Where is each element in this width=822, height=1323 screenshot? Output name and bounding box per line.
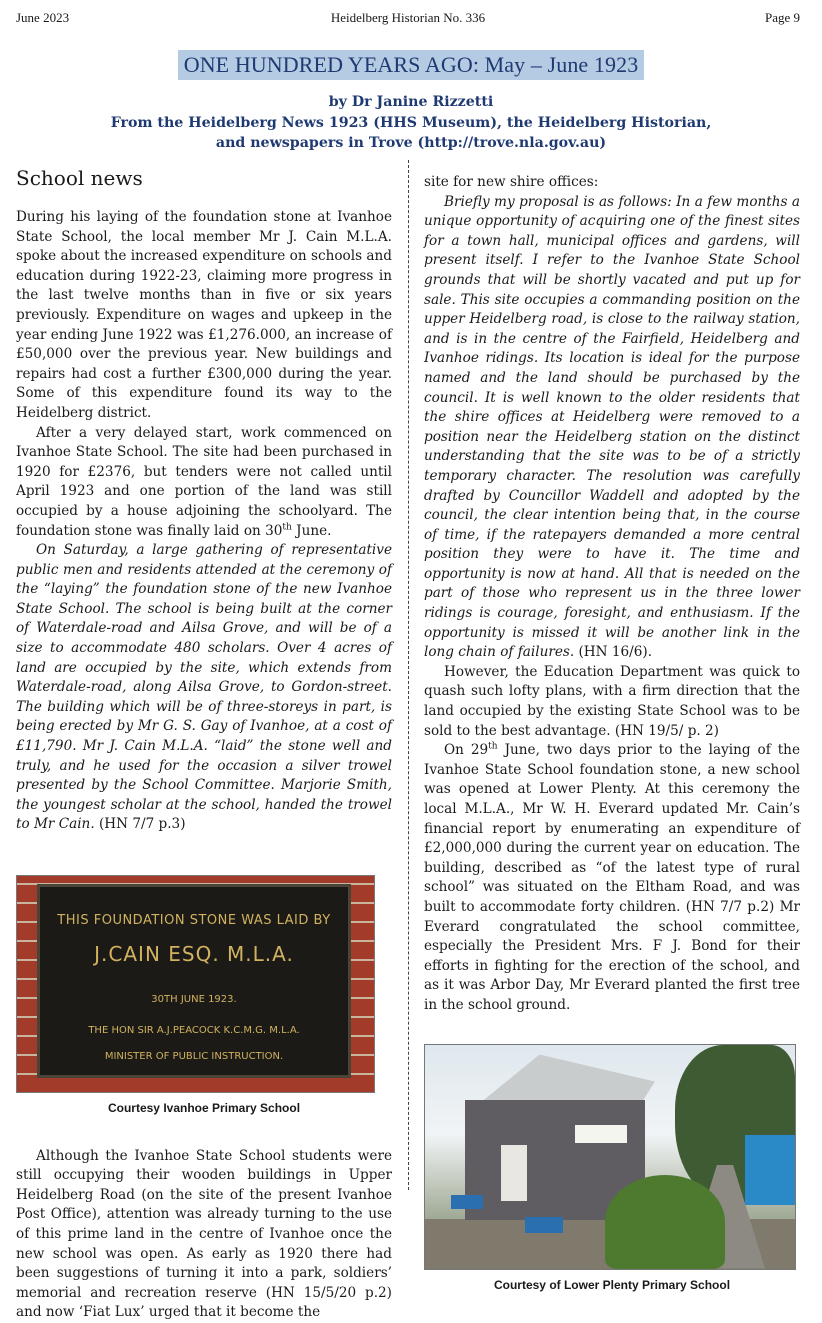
source-line-2: and newspapers in Trove (http://trove.nla.gov.au) [215,135,607,151]
page-header [16,10,800,28]
quote-ceremony-ref: (HN 7/7 p.3) [94,816,186,833]
lower-plenty-school-photo [424,1044,796,1270]
article-title: ONE HUNDRED YEARS AGO: May – June 1923 [178,50,645,80]
quote-proposal [424,193,800,663]
quote-ceremony-text: On Saturday, a large gathering of representative public men and residents attended at the ceremony of the “laying” the foundation stone of the new Ivanhoe State School. The school is being built at the corner of Waterdale-road and Ailsa Grove, and will be of a size to accommodate 480 scholars. Over 4 acres of land are occupied by the site, which extends from Waterdale-road, along Ailsa Grove, to Gordon-street. The building which will be of three-storeys in part, is being erected by Mr G. S. Gay of Ivanhoe, at a cost of £11,790. Mr J. Cain M.L.A. “laid” the stone well and truly, and he used for the occasion a silver trowel presented by the School Committee. Marjorie Smith, the youngest scholar at the school, handed the trowel to Mr Cain. [16,542,392,833]
ordinal-suffix: th [282,521,292,532]
author-line: by Dr Janine Rizzetti [328,94,494,110]
paragraph-shire-offices: site for new shire offices: [424,174,599,190]
bluebuilding [745,1135,795,1205]
paragraph-expenditure: During his laying of the foundation stone at Ivanhoe State School, the local member Mr J. Cain M.L.A. spoke about the increased expenditure on schools and education during 1922-23, claiming more progress in the last twelve months than in five or six years previously. Expenditure on wages and upkeep in the year ending June 1922 was £1,276.000, an increase of £50,000 over the previous year. New buildings and repairs had cost a further £300,000 during the year. Some of this expenditure found its way to the Heidelberg district. [16,209,392,421]
publication-issue: Heidelberg Historian No. 336 [330,10,486,25]
section-heading: School news [16,166,143,190]
plaque-line-1: THIS FOUNDATION STONE WAS LAID BY [57,913,331,928]
paragraph-delayed-start-text: After a very delayed start, work commenced on Ivanhoe State School. The site had been purchased in 1920 for £2376, but tenders were not called until April 1923 and one portion of the land was still occupied by a house adjoining the schoolyard. The foundation stone was finally laid on 30 [16,424,392,539]
plaque-line-3: 30TH JUNE 1923. [151,994,237,1005]
paragraph-delayed-start-end: June. [291,522,332,539]
title-wrapper [0,50,822,80]
quote-proposal-text: Briefly my proposal is as follows: In a few months a unique opportunity of acquiring one of the finest sites for a town hall, municipal offices and gardens, will present itself. I refer to the Ivanhoe State School grounds that will be shortly vacated and put up for sale. This site occupies a commanding position on the upper Heidelberg road, is close to the railway station, and is in the centre of the Fairfield, Heidelberg and Ivanhoe ridings. Its location is ideal for the purpose named and the land should be purchased by the council. It is well known to the older residents that the shire offices at Heidelberg were removed to a position near the Heidelberg station on the distinct understanding that the site was to be of a strictly temporary character. The resolution was carefully drafted by Councillor Waddell and adopted by the council, the clear intention being that, in the course of time, if the ratepayers demanded a more central position they were to have it. The time and opportunity is now at hand. All that is needed on the part of those who represent us in the three lower ridings is courage, foresight, and enthusiasm. If the opportunity is missed it will be another link in the long chain of failures. [424,193,800,661]
paragraph-prime-land: Although the Ivanhoe State School students were still occupying their wooden buildings in Upper Heidelberg Road (on the site of the present Ivanhoe Post Office), attention was already turning to the use of this prime land in the centre of Ivanhoe once the new school was open. As early as 1920 there had been suggestions of turning it into a park, soldiers’ memorial and recreation reserve (HN 15/5/20 p.2) and now ‘Fiat Lux’ urged that it become the [16,1147,392,1321]
quote-ceremony [16,541,392,835]
issue-date: June 2023 [16,10,70,25]
bench2 [525,1217,563,1233]
ordinal-suffix: th [488,741,498,752]
sign [575,1125,627,1143]
paragraph-lower-plenty-text: June, two days prior to the laying of the Ivanhoe State School foundation stone, a new school was opened at Lower Plenty. At this ceremony the local M.L.A., Mr W. H. Everard updated Mr. Cain’s financial report by enumerating an expenditure of £2,000,000 during the current year on education. The building, described as “of the latest type of rural school” was situated on the Eltham Road, and was built to accommodate forty children. (HN 7/7 p.2) Mr Everard congratulated the school committee, especially the President Mrs. F J. Bond for their efforts in fighting for the erection of the school, and as it was Arbor Day, Mr Everard planted the first tree in the school ground. [424,742,800,1013]
paragraph-delayed-start [16,424,392,542]
column-divider [408,160,409,1190]
bush [605,1175,725,1269]
left-column [16,160,392,1323]
byline [0,92,822,154]
door [501,1145,527,1201]
quote-proposal-ref: (HN 16/6). [574,644,653,661]
page-number: Page 9 [764,10,800,25]
foundation-stone-photo [16,875,375,1093]
plaque-line-5: MINISTER OF PUBLIC INSTRUCTION. [104,1051,284,1062]
plaque-line-4: THE HON SIR A.J.PEACOCK K.C.M.G. M.L.A. [88,1025,300,1036]
plaque-line-2: J.CAIN ESQ. M.L.A. [94,942,294,966]
paragraph-lower-plenty-start: On 29 [444,742,489,759]
photo-caption-ivanhoe: Courtesy Ivanhoe Primary School [107,1101,301,1115]
bench1 [451,1195,483,1209]
source-line-1: From the Heidelberg News 1923 (HHS Museum), the Heidelberg Historian, [110,114,712,131]
plaque [37,884,351,1078]
photo-caption-lower-plenty: Courtesy of Lower Plenty Primary School [493,1277,731,1292]
right-column [424,173,800,1295]
paragraph-education-department: However, the Education Department was quick to quash such lofty plans, with a firm direction that the land occupied by the existing State School was to be sold to the best advantage. (HN 19/5/ p. 2) [424,663,800,739]
paragraph-lower-plenty [424,741,800,1015]
